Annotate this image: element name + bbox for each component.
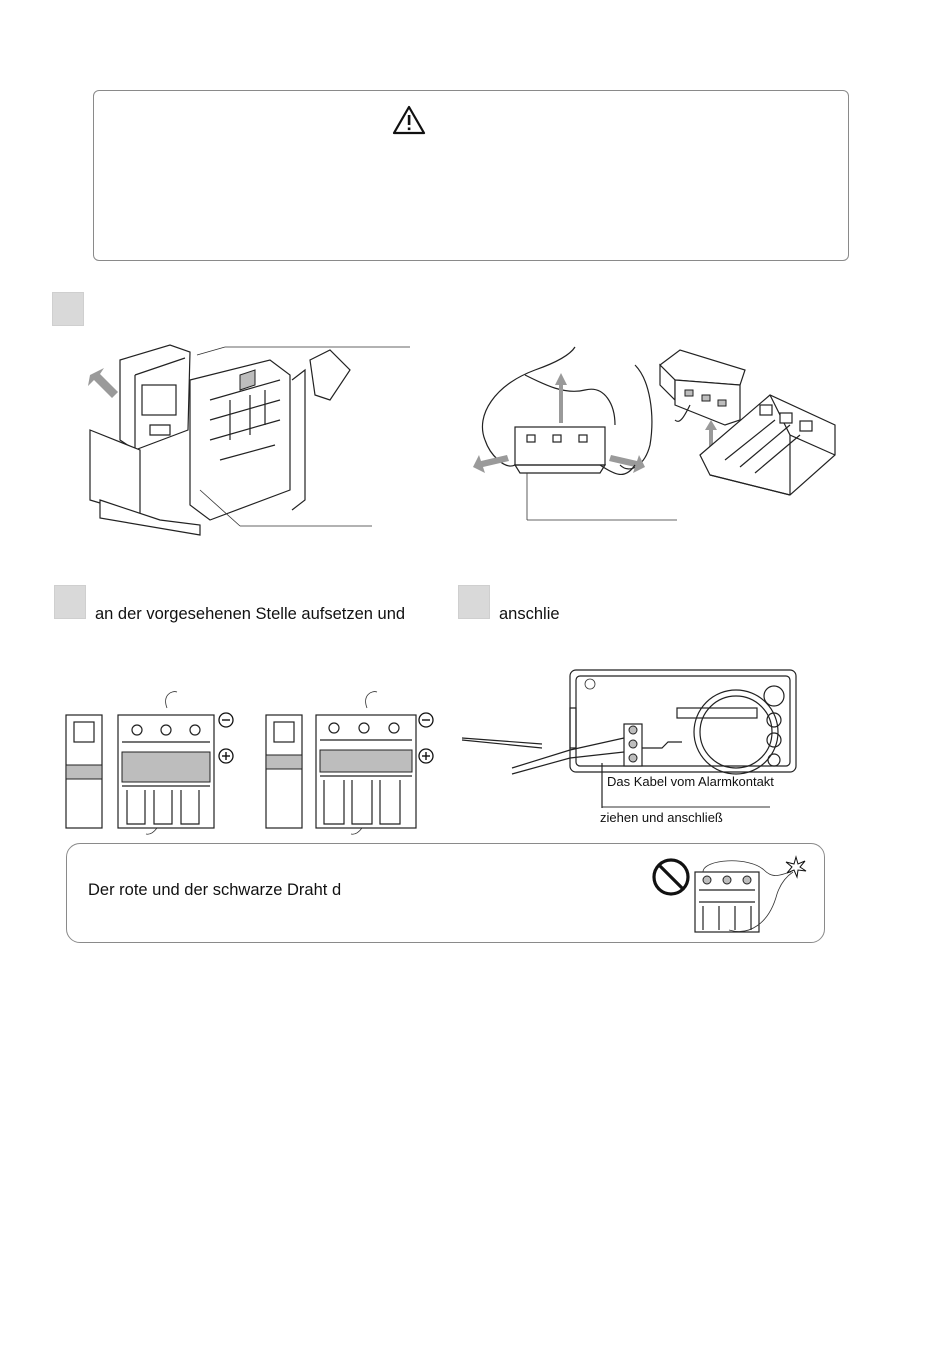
battery-module-illustration-b <box>262 690 442 835</box>
step-3-text: anschlie <box>499 605 560 623</box>
module-above-base-illustration <box>650 345 840 505</box>
device-cover-removal-illustration <box>80 340 420 540</box>
prohibition-icon <box>651 857 691 897</box>
plus-circle-icon <box>218 748 234 764</box>
battery-module-illustration-a <box>62 690 242 835</box>
alarm-cable-label: Das Kabel vom Alarmkontakt <box>607 774 774 789</box>
step-1-badge <box>52 292 84 326</box>
spark-icon <box>785 856 807 878</box>
minus-circle-icon <box>418 712 434 728</box>
warning-box <box>93 90 849 261</box>
step-2-badge <box>54 585 86 619</box>
minus-circle-icon <box>218 712 234 728</box>
leader-line <box>602 806 772 808</box>
step-3-badge <box>458 585 490 619</box>
step-2-text: an der vorgesehenen Stelle aufsetzen und <box>95 605 406 623</box>
warning-triangle-icon <box>392 105 426 135</box>
connect-label: ziehen und anschließ <box>600 810 723 825</box>
plus-circle-icon <box>418 748 434 764</box>
note-box <box>66 843 825 943</box>
note-text: Der rote und der schwarze Draht d <box>88 881 342 899</box>
